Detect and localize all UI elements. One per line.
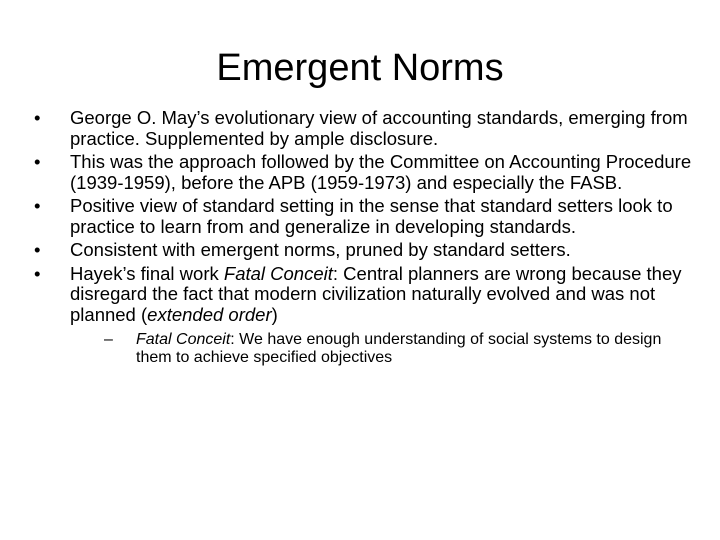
- bullet-text-part: ): [271, 303, 278, 325]
- bullet-item: [34, 240, 694, 261]
- bullet-marker: •: [34, 151, 41, 172]
- bullet-text: This was the approach followed by the Committee on Accounting Procedure (1939-1959), before the APB (1959-1973) and especially the FASB.: [70, 151, 692, 193]
- book-title-fatal-conceit: Fatal Conceit: [223, 262, 333, 284]
- bullet-text-part: : Central planners are wrong because they disregard the fact that modern civilization naturally evolved and was not planned (: [70, 262, 682, 325]
- book-title-fatal-conceit: Fatal Conceit: [136, 331, 231, 348]
- bullet-item: [34, 108, 694, 149]
- bullet-text-part: Hayek’s final work: [70, 262, 224, 284]
- bullet-text: Positive view of standard setting in the sense that standard setters look to practice to learn from and generalize in developing standards.: [70, 195, 673, 237]
- bullet-item: [34, 264, 694, 368]
- term-extended-order: extended order: [147, 303, 272, 325]
- bullet-text: George O. May’s evolutionary view of accounting standards, emerging from practice. Supplemented by ample disclosure.: [70, 107, 688, 149]
- bullet-marker: •: [34, 107, 41, 128]
- bullet-list: [34, 108, 694, 370]
- bullet-item: [34, 196, 694, 237]
- bullet-text: Consistent with emergent norms, pruned by standard setters.: [70, 239, 571, 260]
- sub-bullet-text: [136, 331, 661, 366]
- sub-bullet-marker: –: [104, 331, 113, 348]
- sub-bullet-text-part: : We have enough understanding of social systems to design them to achieve specified objectives: [136, 331, 662, 366]
- sub-bullet-list: [70, 331, 694, 367]
- sub-bullet-item: [104, 331, 694, 367]
- bullet-marker: •: [34, 262, 41, 284]
- bullet-marker: •: [34, 195, 41, 216]
- bullet-item: [34, 152, 694, 193]
- slide-title: Emergent Norms: [216, 47, 504, 89]
- bullet-text: [70, 263, 682, 325]
- bullet-marker: •: [34, 239, 41, 260]
